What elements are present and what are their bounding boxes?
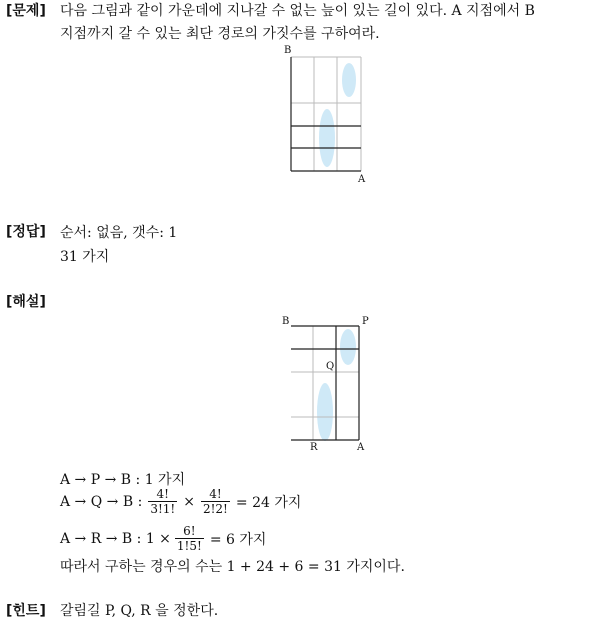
explanation-label-r: R — [310, 442, 318, 453]
fraction-denominator: 3!1! — [150, 502, 176, 516]
swamp-lower — [317, 383, 333, 441]
fraction-numerator: 4! — [201, 487, 230, 502]
swamp-upper — [342, 63, 356, 97]
fraction — [201, 487, 230, 516]
equation-a-q-b — [60, 487, 301, 516]
fraction-numerator: 4! — [148, 487, 177, 502]
equation-a-r-b — [60, 524, 266, 553]
problem-label-b: B — [284, 45, 292, 56]
answer-tag: [정답] — [6, 224, 46, 240]
conclusion-text: 따라서 구하는 경우의 수는 1 + 24 + 6 = 31 가지이다. — [60, 559, 405, 575]
explanation-label-p: P — [362, 316, 369, 327]
fraction — [148, 487, 177, 516]
problem-text-line1: 다음 그림과 같이 가운데에 지나갈 수 없는 늪이 있는 길이 있다. A 지점에서 B — [60, 3, 535, 19]
swamp-lower — [319, 109, 335, 167]
equation-prefix: A → Q → B : — [60, 493, 143, 510]
explanation-label-b: B — [282, 316, 290, 327]
problem-tag: [문제] — [6, 3, 46, 19]
problem-label-a: A — [358, 174, 366, 185]
explanation-label-q: Q — [326, 361, 335, 372]
explanation-grid-figure — [283, 318, 363, 448]
answer-line1: 순서: 없음, 갯수: 1 — [60, 225, 178, 241]
times-sign: × — [183, 493, 195, 510]
equation-a-p-b: A → P → B : 1 가지 — [60, 472, 186, 488]
fraction-numerator: 6! — [175, 524, 204, 539]
answer-line2: 31 가지 — [60, 249, 110, 265]
equation-suffix: = 6 가지 — [209, 531, 267, 548]
equation-suffix: = 24 가지 — [235, 494, 302, 511]
hint-tag: [힌트] — [6, 603, 46, 619]
equation-prefix: A → R → B : 1 × — [60, 530, 171, 547]
problem-text-line2: 지점까지 갈 수 있는 최단 경로의 가짓수를 구하여라. — [60, 26, 380, 42]
fraction — [175, 524, 204, 553]
fraction-denominator: 2!2! — [202, 502, 228, 516]
explanation-label-a: A — [357, 442, 365, 453]
problem-grid-figure — [283, 47, 363, 177]
hint-text: 갈림길 P, Q, R 을 정한다. — [60, 603, 219, 619]
fraction-denominator: 1!5! — [176, 539, 202, 553]
explanation-tag: [해설] — [6, 294, 46, 310]
swamp-upper — [340, 329, 356, 365]
